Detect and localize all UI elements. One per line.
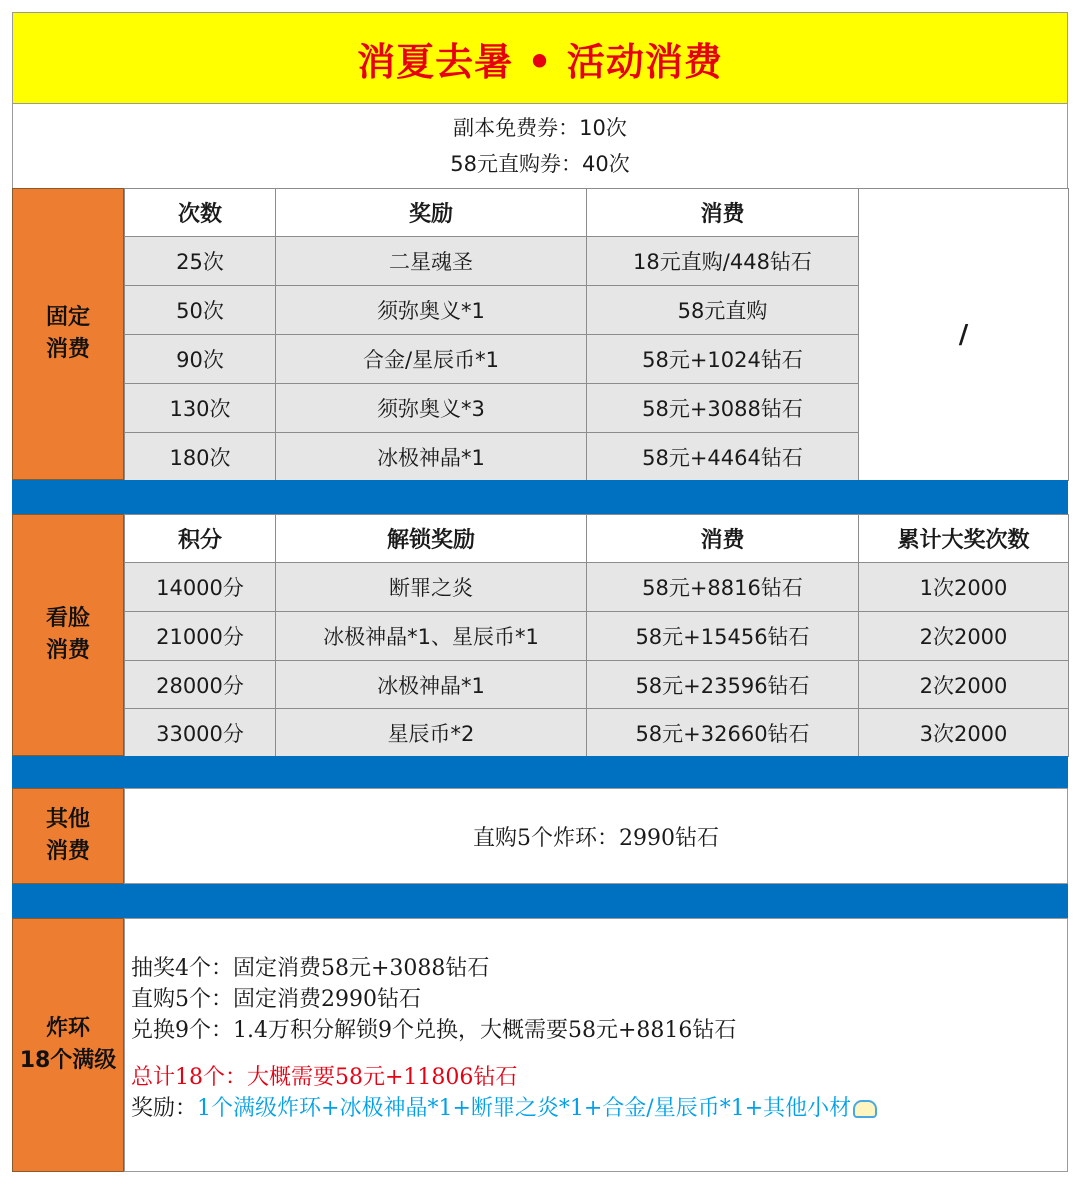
summary-line-lottery: 抽奖4个：固定消费58元+3088钻石 — [131, 956, 490, 981]
cell-points: 21000分 — [125, 612, 276, 661]
section-label-line: 消费 — [45, 638, 90, 663]
section-label-ring — [12, 918, 124, 1172]
title-bar — [12, 12, 1068, 104]
reward-prefix: 奖励： — [131, 1096, 198, 1121]
section-label-line: 其他 — [45, 807, 90, 832]
cell-count: 50次 — [125, 286, 276, 335]
table-row — [125, 709, 1069, 757]
ring-summary — [124, 918, 1068, 1172]
header-points: 积分 — [125, 515, 276, 563]
summary-line-purchase: 直购5个：固定消费2990钻石 — [131, 987, 421, 1012]
section-divider — [12, 480, 1068, 514]
cell-points: 33000分 — [125, 709, 276, 757]
cell-reward: 二星魂圣 — [276, 237, 587, 286]
page-title: 消夏去暑 • 活动消费 — [357, 39, 723, 84]
activity-sheet — [12, 12, 1068, 1172]
info-line-dungeon-coupon: 副本免费券：10次 — [453, 116, 627, 140]
cell-count: 130次 — [125, 384, 276, 433]
section-divider — [12, 756, 1068, 788]
cell-reward: 须弥奥义*3 — [276, 384, 587, 433]
section-label-line: 看脸 — [45, 606, 90, 631]
summary-total: 总计18个：大概需要58元+11806钻石 — [131, 1065, 518, 1090]
section-label-face — [12, 514, 124, 756]
summary-reward-line — [131, 1093, 1067, 1124]
cell-cost: 58元+1024钻石 — [587, 335, 859, 384]
cell-points: 28000分 — [125, 661, 276, 709]
header-count: 次数 — [125, 189, 276, 237]
cell-count: 180次 — [125, 433, 276, 481]
cell-grand-prize-count: 3次2000 — [859, 709, 1069, 757]
cell-cost: 18元直购/448钻石 — [587, 237, 859, 286]
table-row — [125, 661, 1069, 709]
section-label-line: 炸环 — [45, 1016, 90, 1041]
section-label-line: 18个满级 — [19, 1048, 117, 1073]
cell-unlock-reward: 冰极神晶*1 — [276, 661, 587, 709]
cell-grand-prize-count: 2次2000 — [859, 612, 1069, 661]
cell-unlock-reward: 星辰币*2 — [276, 709, 587, 757]
cell-cost: 58元+3088钻石 — [587, 384, 859, 433]
section-label-line: 消费 — [45, 839, 90, 864]
section-label-line: 固定 — [45, 305, 90, 330]
section-label-other — [12, 788, 124, 884]
header-grand-prize-count: 累计大奖次数 — [859, 515, 1069, 563]
fixed-side-value: / — [859, 189, 1069, 481]
cell-count: 25次 — [125, 237, 276, 286]
section-label-line: 消费 — [45, 337, 90, 362]
cell-reward: 须弥奥义*1 — [276, 286, 587, 335]
header-cost: 消费 — [587, 515, 859, 563]
luck-consumption-table — [124, 514, 1069, 757]
cell-cost: 58元直购 — [587, 286, 859, 335]
cell-unlock-reward: 断罪之炎 — [276, 563, 587, 612]
summary-line-exchange: 兑换9个：1.4万积分解锁9个兑换，大概需要58元+8816钻石 — [131, 1018, 737, 1043]
coupon-info — [12, 104, 1068, 188]
cell-cost: 58元+15456钻石 — [587, 612, 859, 661]
info-line-purchase-coupon: 58元直购券：40次 — [450, 152, 630, 176]
cell-cost: 58元+4464钻石 — [587, 433, 859, 481]
cell-reward: 冰极神晶*1 — [276, 433, 587, 481]
cell-count: 90次 — [125, 335, 276, 384]
table-row — [125, 612, 1069, 661]
section-label-fixed — [12, 188, 124, 480]
reward-text: 1个满级炸环+冰极神晶*1+断罪之炎*1+合金/星辰币*1+其他小材 — [197, 1096, 852, 1121]
header-unlock-reward: 解锁奖励 — [276, 515, 587, 563]
section-divider — [12, 884, 1068, 918]
cell-unlock-reward: 冰极神晶*1、星辰币*1 — [276, 612, 587, 661]
cell-cost: 58元+32660钻石 — [587, 709, 859, 757]
cell-cost: 58元+8816钻石 — [587, 563, 859, 612]
header-reward: 奖励 — [276, 189, 587, 237]
header-cost: 消费 — [587, 189, 859, 237]
cell-reward: 合金/星辰币*1 — [276, 335, 587, 384]
table-row — [125, 563, 1069, 612]
sticker-icon — [853, 1100, 877, 1118]
fixed-consumption-table — [124, 188, 1069, 481]
other-consumption-text: 直购5个炸环：2990钻石 — [124, 788, 1068, 884]
cell-cost: 58元+23596钻石 — [587, 661, 859, 709]
cell-grand-prize-count: 1次2000 — [859, 563, 1069, 612]
cell-points: 14000分 — [125, 563, 276, 612]
cell-grand-prize-count: 2次2000 — [859, 661, 1069, 709]
